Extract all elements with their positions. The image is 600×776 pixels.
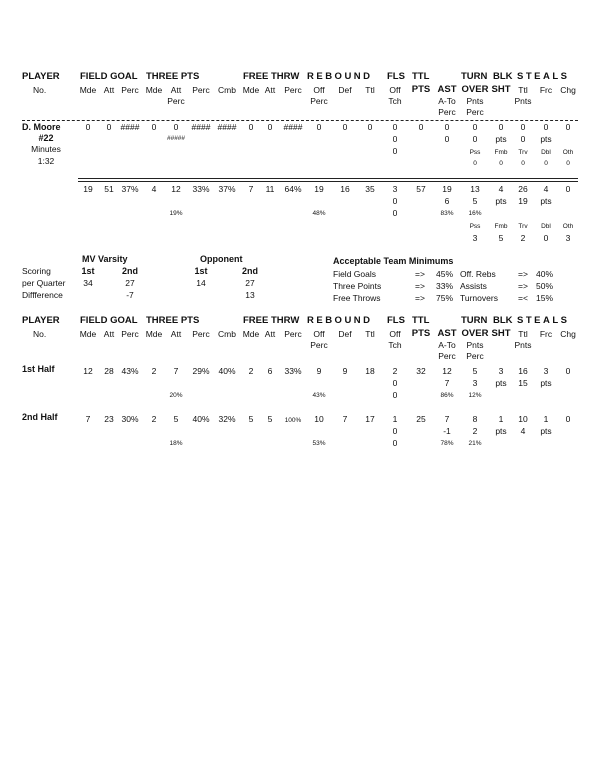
h2-reb-def: 7	[342, 414, 348, 424]
h2-fg-att: 23	[104, 414, 114, 424]
h1-fg-perc: 43%	[121, 366, 139, 376]
cell-fg-att: 0	[106, 122, 112, 132]
group-total: TTL	[412, 71, 430, 82]
scoring-label: Scoring	[22, 266, 51, 276]
sub-trv-label: Trv	[518, 149, 528, 156]
h1-reb-off-perc: 43%	[312, 392, 326, 399]
h2-sht-1: 1	[498, 414, 504, 424]
col-ast: AST	[437, 328, 457, 339]
player-name: D. Moore	[22, 122, 61, 132]
col-stl-ttl: Ttl	[518, 85, 528, 95]
col-over: OVER	[461, 328, 489, 339]
h1-frc-1: 3	[543, 366, 549, 376]
col-frc: Frc	[539, 329, 553, 339]
tot-stl-ttl-2: 19	[518, 196, 528, 206]
col-ast-perc: Perc	[438, 107, 456, 117]
col-fls-off: Off	[389, 329, 401, 339]
col-ast-ato: A-To	[438, 340, 456, 350]
minutes-label: Minutes	[31, 144, 61, 154]
h2-ft-perc: 100%	[284, 417, 302, 424]
tot-sub-pss-value: 3	[472, 233, 478, 243]
h2-fg-perc: 30%	[121, 414, 139, 424]
col-fg-att: Att	[103, 329, 115, 339]
col-reb-ttl: Ttl	[365, 329, 375, 339]
col-tp-att: Att	[170, 329, 182, 339]
col-ft-att: Att	[264, 329, 276, 339]
h2-fls-3: 0	[392, 438, 398, 448]
col-ft-made: Mde	[242, 85, 260, 95]
h2-ast-2: -1	[443, 426, 451, 436]
group-field-goal: FIELD GOAL	[80, 71, 138, 82]
cell-ft-att: 0	[267, 122, 273, 132]
h1-reb-ttl: 18	[365, 366, 375, 376]
col-sht: SHT	[491, 328, 511, 339]
h2-tp-perc: 40%	[192, 414, 210, 424]
col-tp-att: Att	[170, 85, 182, 95]
h1-fg-att: 28	[104, 366, 114, 376]
tot-fg-made: 19	[83, 184, 93, 194]
h1-tp-cmb: 40%	[218, 366, 236, 376]
h2-reb-off: 10	[314, 414, 324, 424]
cell-sht-1: 0	[498, 122, 504, 132]
col-fls-tch: Tch	[388, 96, 402, 106]
sub-oth-label: Oth	[562, 149, 574, 156]
group-rebound: REBOUND	[307, 315, 373, 326]
tot-sub-fmb-label: Fmb	[494, 223, 508, 230]
divider-totals-2	[78, 181, 578, 182]
h1-over-3: 12%	[468, 392, 482, 399]
cell-fls-1: 0	[392, 122, 398, 132]
col-tp-perc: Perc	[192, 329, 210, 339]
col-reb-def: Def	[338, 85, 352, 95]
group-steals: STEALS	[517, 315, 570, 326]
col-fg-made: Mde	[79, 329, 97, 339]
tot-frc-1: 4	[543, 184, 549, 194]
min-value: 45%	[436, 269, 454, 279]
col-ft-made: Mde	[242, 329, 260, 339]
tot-ft-made: 7	[248, 184, 254, 194]
sub-pss-value: 0	[473, 160, 477, 167]
col-pts: PTS	[411, 328, 431, 339]
h2-over-3: 21%	[468, 440, 482, 447]
tot-fls-2: 0	[392, 196, 398, 206]
col-tp-made: Mde	[145, 85, 163, 95]
cell-frc-1: 0	[543, 122, 549, 132]
sub-pss-label: Pss	[469, 149, 481, 156]
col-chg: Chg	[560, 329, 576, 339]
h2-tp-cmb: 32%	[218, 414, 236, 424]
col-over: OVER	[461, 84, 489, 95]
h1-fg-made: 12	[83, 366, 93, 376]
col-over-perc: Perc	[466, 351, 484, 361]
col-tp-cmb: Cmb	[218, 85, 236, 95]
tot-sub-oth-label: Oth	[562, 223, 574, 230]
tot-ast-3: 83%	[440, 210, 454, 217]
cell-ast-2: 0	[444, 134, 450, 144]
cell-tp-att: 0	[173, 122, 179, 132]
col-sht: SHT	[491, 84, 511, 95]
col-over-pnts: Pnts	[466, 96, 484, 106]
col-tp-cmb: Cmb	[218, 329, 236, 339]
cell-reb-def: 0	[342, 122, 348, 132]
group-block: BLK	[493, 71, 513, 82]
cell-tp-att-perc: #####	[166, 135, 186, 142]
col-fg-att: Att	[103, 85, 115, 95]
min-value2: 15%	[536, 293, 554, 303]
col-ast-perc: Perc	[438, 351, 456, 361]
opponent-title: Opponent	[200, 254, 243, 264]
col-reb-off: Off	[313, 85, 325, 95]
cell-stl-ttl-2: 0	[520, 134, 526, 144]
cell-frc-2: pts	[540, 134, 552, 144]
divider-dashed	[22, 120, 578, 121]
tot-over-1: 13	[470, 184, 480, 194]
col-tp-perc: Perc	[192, 85, 210, 95]
h2-fls-2: 0	[392, 426, 398, 436]
h1-ft-att: 6	[267, 366, 273, 376]
half-label: 2nd Half	[22, 412, 58, 422]
tot-tp-perc: 33%	[192, 184, 210, 194]
min-arrow: =>	[415, 293, 425, 303]
cell-reb-ttl: 0	[367, 122, 373, 132]
h2-ast-3: 78%	[440, 440, 454, 447]
col-stl-pnts: Pnts	[514, 96, 532, 106]
col-fg-perc: Perc	[121, 85, 139, 95]
tot-tp-att: 12	[171, 184, 181, 194]
tot-fg-perc: 37%	[121, 184, 139, 194]
mv-difference: -7	[126, 290, 134, 300]
difference-label: Diffference	[22, 290, 63, 300]
h2-ast-1: 7	[444, 414, 450, 424]
sub-fmb-label: Fmb	[494, 149, 508, 156]
h1-chg-1: 0	[565, 366, 571, 376]
tot-reb-off: 19	[314, 184, 324, 194]
group-fouls: FLS	[387, 71, 405, 82]
h1-fls-1: 2	[392, 366, 398, 376]
tot-tp-att-perc: 19%	[169, 210, 183, 217]
tot-sub-pss-label: Pss	[469, 223, 481, 230]
col-chg: Chg	[560, 85, 576, 95]
col-pts: PTS	[411, 84, 431, 95]
h2-pts: 25	[416, 414, 426, 424]
col-frc: Frc	[539, 85, 553, 95]
col-over-pnts: Pnts	[466, 340, 484, 350]
col-ft-perc: Perc	[284, 85, 302, 95]
h2-fls-1: 1	[392, 414, 398, 424]
min-label: Field Goals	[333, 269, 376, 279]
tot-pts: 57	[416, 184, 426, 194]
h1-ast-3: 86%	[440, 392, 454, 399]
h2-tp-att: 5	[173, 414, 179, 424]
minimums-title: Acceptable Team Minimums	[333, 256, 454, 266]
tot-ast-1: 19	[442, 184, 452, 194]
col-stl-ttl: Ttl	[518, 329, 528, 339]
col-player: PLAYER	[22, 315, 60, 326]
h1-reb-def: 9	[342, 366, 348, 376]
tot-stl-ttl-1: 26	[518, 184, 528, 194]
col-reb-ttl: Ttl	[365, 85, 375, 95]
h1-frc-2: pts	[540, 378, 552, 388]
h2-fg-made: 7	[85, 414, 91, 424]
col-fls-tch: Tch	[388, 340, 402, 350]
tot-sub-dbl-label: Dbl	[541, 223, 551, 230]
col-ast-ato: A-To	[438, 96, 456, 106]
cell-tp-perc: ####	[191, 122, 211, 132]
col-ast: AST	[437, 84, 457, 95]
min-arrow: =>	[415, 281, 425, 291]
min-value: 33%	[436, 281, 454, 291]
h2-stl-ttl-2: 4	[520, 426, 526, 436]
tot-sht-2: pts	[495, 196, 507, 206]
h1-tp-made: 2	[151, 366, 157, 376]
h1-over-2: 3	[472, 378, 478, 388]
h1-stl-ttl-1: 16	[518, 366, 528, 376]
group-fouls: FLS	[387, 315, 405, 326]
divider-totals-1	[78, 178, 578, 179]
min-label: Three Points	[333, 281, 382, 291]
opp-1st-score: 14	[196, 278, 206, 288]
h1-tp-perc: 29%	[192, 366, 210, 376]
tot-fg-att: 51	[104, 184, 114, 194]
group-field-goal: FIELD GOAL	[80, 315, 138, 326]
cell-fg-perc: ####	[120, 122, 140, 132]
sub-trv-value: 0	[521, 160, 525, 167]
group-free-throw: FREE THRW	[243, 71, 300, 82]
group-turnover: TURN	[461, 315, 488, 326]
tot-sub-oth-value: 3	[565, 233, 571, 243]
group-steals: STEALS	[517, 71, 570, 82]
h2-over-1: 8	[472, 414, 478, 424]
h1-fls-3: 0	[392, 390, 398, 400]
h2-ft-made: 5	[248, 414, 254, 424]
h2-sht-2: pts	[495, 426, 507, 436]
cell-ft-made: 0	[248, 122, 254, 132]
h2-over-2: 2	[472, 426, 478, 436]
min-label2: Turnovers	[460, 293, 498, 303]
col-ft-att: Att	[264, 85, 276, 95]
opp-2nd-score: 27	[245, 278, 255, 288]
h2-stl-ttl-1: 10	[518, 414, 528, 424]
tot-reb-off-perc: 48%	[312, 210, 326, 217]
col-stl-pnts: Pnts	[514, 340, 532, 350]
h2-ft-att: 5	[267, 414, 273, 424]
sub-dbl-value: 0	[544, 160, 548, 167]
h1-sht-1: 3	[498, 366, 504, 376]
group-rebound: REBOUND	[307, 71, 373, 82]
col-ft-perc: Perc	[284, 329, 302, 339]
cell-sht-2: pts	[495, 134, 507, 144]
h1-ft-perc: 33%	[284, 366, 302, 376]
sub-dbl-label: Dbl	[541, 149, 551, 156]
cell-over-1: 0	[472, 122, 478, 132]
col-reb-off: Off	[313, 329, 325, 339]
mv-1st-header: 1st	[81, 266, 95, 276]
min-arrow2: =>	[518, 281, 528, 291]
min-value2: 40%	[536, 269, 554, 279]
mv-2nd-score: 27	[125, 278, 135, 288]
cell-fls-3: 0	[392, 146, 398, 156]
cell-stl-ttl-1: 0	[520, 122, 526, 132]
col-reb-off-perc: Perc	[310, 340, 328, 350]
tot-ft-att: 11	[265, 184, 275, 194]
tot-sub-trv-label: Trv	[518, 223, 528, 230]
col-no: No.	[33, 329, 47, 339]
cell-over-2: 0	[472, 134, 478, 144]
tot-ft-perc: 64%	[284, 184, 302, 194]
min-label: Free Throws	[333, 293, 381, 303]
tot-sub-trv-value: 2	[520, 233, 526, 243]
tot-fls-3: 0	[392, 208, 398, 218]
h1-fls-2: 0	[392, 378, 398, 388]
group-turnover: TURN	[461, 71, 488, 82]
col-tp-made: Mde	[145, 329, 163, 339]
mv-1st-score: 34	[83, 278, 93, 288]
h2-frc-2: pts	[540, 426, 552, 436]
group-three-pts: THREE PTS	[146, 71, 200, 82]
h1-stl-ttl-2: 15	[518, 378, 528, 388]
h1-ft-made: 2	[248, 366, 254, 376]
col-over-perc: Perc	[466, 107, 484, 117]
min-label2: Off. Rebs	[460, 269, 496, 279]
half-label: 1st Half	[22, 364, 55, 374]
group-three-pts: THREE PTS	[146, 315, 200, 326]
h2-reb-ttl: 17	[365, 414, 375, 424]
tot-sub-fmb-value: 5	[498, 233, 504, 243]
tot-over-3: 16%	[468, 210, 482, 217]
cell-ft-perc: ####	[283, 122, 303, 132]
col-no: No.	[33, 85, 47, 95]
min-arrow: =>	[415, 269, 425, 279]
group-block: BLK	[493, 315, 513, 326]
col-player: PLAYER	[22, 71, 60, 82]
tot-fls-1: 3	[392, 184, 398, 194]
cell-pts: 0	[418, 122, 424, 132]
h2-frc-1: 1	[543, 414, 549, 424]
col-fg-perc: Perc	[121, 329, 139, 339]
tot-chg-1: 0	[565, 184, 571, 194]
col-reb-off-perc: Perc	[310, 96, 328, 106]
cell-ast-1: 0	[444, 122, 450, 132]
mv-varsity-title: MV Varsity	[82, 254, 128, 264]
min-arrow2: =>	[518, 269, 528, 279]
h2-reb-off-perc: 53%	[312, 440, 326, 447]
tot-tp-made: 4	[151, 184, 157, 194]
col-fls-off: Off	[389, 85, 401, 95]
h1-pts: 32	[416, 366, 426, 376]
h1-tp-att-perc: 20%	[169, 392, 183, 399]
tot-over-2: 5	[472, 196, 478, 206]
cell-fls-2: 0	[392, 134, 398, 144]
h1-reb-off: 9	[316, 366, 322, 376]
cell-fg-made: 0	[85, 122, 91, 132]
h1-tp-att: 7	[173, 366, 179, 376]
col-fg-made: Mde	[79, 85, 97, 95]
minutes-value: 1:32	[37, 156, 55, 166]
mv-2nd-header: 2nd	[121, 266, 139, 276]
min-label2: Assists	[460, 281, 487, 291]
h1-over-1: 5	[472, 366, 478, 376]
cell-reb-off: 0	[316, 122, 322, 132]
tot-reb-def: 16	[340, 184, 350, 194]
col-tp-att-perc: Perc	[167, 96, 185, 106]
h2-tp-att-perc: 18%	[169, 440, 183, 447]
col-reb-def: Def	[338, 329, 352, 339]
h2-tp-made: 2	[151, 414, 157, 424]
tot-ast-2: 6	[444, 196, 450, 206]
h2-chg-1: 0	[565, 414, 571, 424]
opp-difference: 13	[245, 290, 255, 300]
tot-reb-ttl: 35	[365, 184, 375, 194]
h1-ast-2: 7	[444, 378, 450, 388]
group-total: TTL	[412, 315, 430, 326]
h1-sht-2: pts	[495, 378, 507, 388]
cell-tp-made: 0	[151, 122, 157, 132]
opp-1st-header: 1st	[194, 266, 208, 276]
tot-frc-2: pts	[540, 196, 552, 206]
opp-2nd-header: 2nd	[241, 266, 259, 276]
tot-sht-1: 4	[498, 184, 504, 194]
min-arrow2: =<	[518, 293, 528, 303]
min-value: 75%	[436, 293, 454, 303]
group-free-throw: FREE THRW	[243, 315, 300, 326]
sub-fmb-value: 0	[499, 160, 503, 167]
tot-tp-cmb: 37%	[218, 184, 236, 194]
per-quarter-label: per Quarter	[22, 278, 66, 288]
cell-chg-1: 0	[565, 122, 571, 132]
h1-ast-1: 12	[442, 366, 452, 376]
cell-tp-cmb: ####	[217, 122, 237, 132]
player-number: #22	[38, 133, 54, 143]
sub-oth-value: 0	[566, 160, 570, 167]
tot-sub-dbl-value: 0	[543, 233, 549, 243]
min-value2: 50%	[536, 281, 554, 291]
